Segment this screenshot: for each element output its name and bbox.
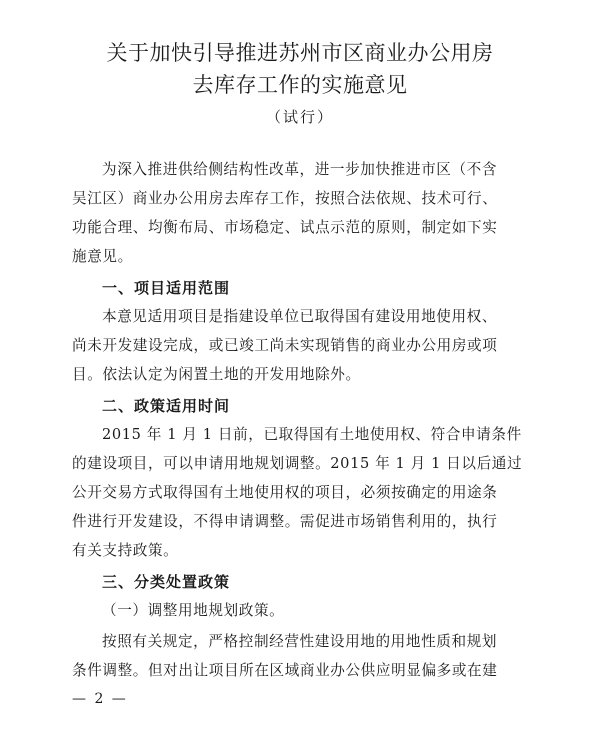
section-2-line-5: 有关支持政策。 (72, 542, 179, 559)
section-3-line-2: 条件调整。但对出让项目所在区域商业办公供应明显偏多或在建 (72, 662, 498, 679)
intro-line-1: 为深入推进供给侧结构性改革，进一步加快推进市区（不含 (102, 161, 498, 178)
intro-line-3: 功能合理、均衡布局、市场稳定、试点示范的原则，制定如下实 (72, 219, 498, 236)
section-2-line-2: 的建设项目，可以申请用地规划调整。2015 年 1 月 1 日以后通过 (72, 455, 523, 472)
section-3-heading: 三、分类处置政策 (102, 573, 231, 591)
section-1-heading: 一、项目适用范围 (102, 279, 231, 297)
section-2-line-4: 件进行开发建设，不得申请调整。需促进市场销售利用的，执行 (72, 513, 498, 530)
section-1-line-2: 尚未开发建设完成，或已竣工尚未实现销售的商业办公用房或项 (72, 337, 498, 354)
section-1-line-3: 目。依法认定为闲置土地的开发用地除外。 (72, 366, 361, 383)
document-subtitle: （试行） (265, 108, 334, 126)
section-3-subheading: （一）调整用地规划政策。 (102, 602, 285, 619)
section-2-line-3: 公开交易方式取得国有土地使用权的项目，必须按确定的用途条 (72, 484, 498, 501)
section-2-heading: 二、政策适用时间 (102, 397, 231, 415)
document-title-line-2: 去库存工作的实施意见 (192, 73, 408, 97)
section-2-line-1: 2015 年 1 月 1 日前，已取得国有土地使用权、符合申请条件 (102, 426, 522, 443)
intro-line-2: 吴江区）商业办公用房去库存工作，按照合法依规、技术可行、 (72, 190, 498, 207)
page-number: — 2 — (72, 691, 128, 707)
section-1-line-1: 本意见适用项目是指建设单位已取得国有建设用地使用权、 (102, 308, 498, 325)
intro-line-4: 施意见。 (72, 248, 133, 265)
document-title-line-1: 关于加快引导推进苏州市区商业办公用房 (106, 41, 494, 65)
section-3-line-1: 按照有关规定，严格控制经营性建设用地的用地性质和规划 (102, 633, 498, 650)
